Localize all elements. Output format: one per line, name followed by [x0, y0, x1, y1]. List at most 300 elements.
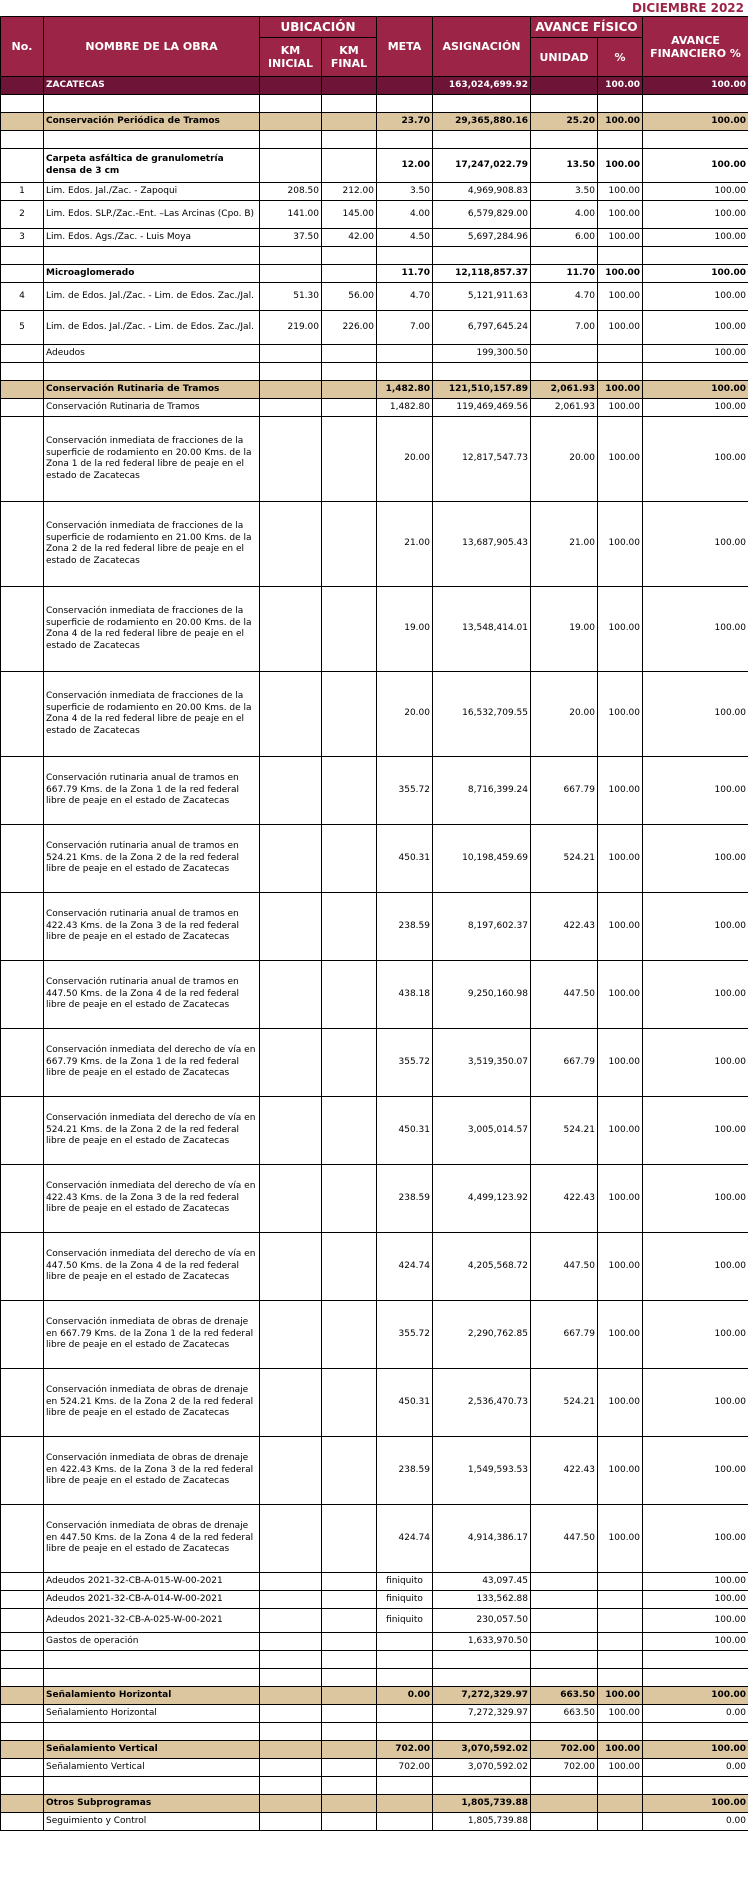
work-name-cell — [44, 1723, 260, 1741]
km-final-cell — [322, 825, 377, 893]
avance-unidad-cell: 667.79 — [531, 1301, 598, 1369]
km-final-cell — [322, 1233, 377, 1301]
avance-financiero-cell: 100.00 — [643, 283, 748, 311]
avance-pct-cell: 100.00 — [598, 1705, 643, 1723]
km-inicial-cell — [260, 1723, 322, 1741]
avance-financiero-cell: 100.00 — [643, 1437, 748, 1505]
km-final-cell: 226.00 — [322, 311, 377, 345]
asignacion-cell: 4,914,386.17 — [433, 1505, 531, 1573]
blank-row — [1, 95, 748, 113]
meta-cell: 21.00 — [377, 502, 433, 587]
work-name-cell — [44, 1777, 260, 1795]
row-number-cell — [1, 1097, 44, 1165]
avance-financiero-cell: 100.00 — [643, 1609, 748, 1633]
avance-pct-cell: 100.00 — [598, 502, 643, 587]
meta-cell: 12.00 — [377, 149, 433, 183]
row-number-cell — [1, 363, 44, 381]
km-final-cell — [322, 417, 377, 502]
km-inicial-cell — [260, 131, 322, 149]
avance-pct-cell: 100.00 — [598, 825, 643, 893]
avance-unidad-cell: 702.00 — [531, 1741, 598, 1759]
avance-financiero-cell: 100.00 — [643, 1687, 748, 1705]
asignacion-cell: 1,549,593.53 — [433, 1437, 531, 1505]
work-name-cell: Conservación inmediata de fracciones de la superficie de rodamiento en 20.00 Kms. de la Zona 4 de la red federal libre de peaje en el estado de Zacatecas — [44, 672, 260, 757]
avance-financiero-cell: 100.00 — [643, 1097, 748, 1165]
avance-financiero-cell: 100.00 — [643, 1591, 748, 1609]
avance-pct-cell — [598, 1777, 643, 1795]
km-final-cell — [322, 1165, 377, 1233]
avance-financiero-cell: 100.00 — [643, 1741, 748, 1759]
work-name-cell: Conservación inmediata de obras de drenaje en 422.43 Kms. de la Zona 3 de la red federal libre de peaje en el estado de Zacatecas — [44, 1437, 260, 1505]
avance-pct-cell: 100.00 — [598, 1437, 643, 1505]
avance-unidad-cell: 422.43 — [531, 893, 598, 961]
meta-cell — [377, 1669, 433, 1687]
avance-pct-cell — [598, 1573, 643, 1591]
asignacion-cell: 3,070,592.02 — [433, 1741, 531, 1759]
avance-unidad-cell: 2,061.93 — [531, 399, 598, 417]
work-name-cell: Señalamiento Horizontal — [44, 1687, 260, 1705]
work-name-cell: Conservación rutinaria anual de tramos en 422.43 Kms. de la Zona 3 de la red federal libre de peaje en el estado de Zacatecas — [44, 893, 260, 961]
avance-financiero-cell: 100.00 — [643, 1165, 748, 1233]
asignacion-cell: 17,247,022.79 — [433, 149, 531, 183]
asignacion-cell: 3,005,014.57 — [433, 1097, 531, 1165]
meta-cell: 702.00 — [377, 1741, 433, 1759]
section-row — [1, 381, 748, 399]
meta-cell: 7.00 — [377, 311, 433, 345]
row-number-cell — [1, 825, 44, 893]
avance-unidad-cell — [531, 1591, 598, 1609]
header-avance-fisico: AVANCE FÍSICO — [531, 17, 643, 38]
header-pct: % — [598, 38, 643, 77]
row-number-cell: 5 — [1, 311, 44, 345]
asignacion-cell — [433, 363, 531, 381]
km-final-cell — [322, 757, 377, 825]
avance-financiero-cell: 100.00 — [643, 1633, 748, 1651]
asignacion-cell: 2,536,470.73 — [433, 1369, 531, 1437]
work-name-cell: Gastos de operación — [44, 1633, 260, 1651]
avance-financiero-cell — [643, 247, 748, 265]
meta-cell: 450.31 — [377, 1097, 433, 1165]
avance-pct-cell: 100.00 — [598, 1165, 643, 1233]
km-final-cell — [322, 893, 377, 961]
avance-unidad-cell: 11.70 — [531, 265, 598, 283]
blank-row — [1, 1777, 748, 1795]
km-final-cell — [322, 1505, 377, 1573]
meta-cell: 0.00 — [377, 1687, 433, 1705]
meta-cell: 702.00 — [377, 1759, 433, 1777]
meta-cell: 3.50 — [377, 183, 433, 201]
avance-pct-cell: 100.00 — [598, 183, 643, 201]
km-inicial-cell — [260, 1301, 322, 1369]
avance-unidad-cell: 524.21 — [531, 1369, 598, 1437]
avance-pct-cell: 100.00 — [598, 893, 643, 961]
row-number-cell: 4 — [1, 283, 44, 311]
item-row — [1, 1609, 748, 1633]
meta-cell: 20.00 — [377, 672, 433, 757]
avance-financiero-cell — [643, 95, 748, 113]
meta-cell: 438.18 — [377, 961, 433, 1029]
km-inicial-cell — [260, 1233, 322, 1301]
avance-pct-cell: 100.00 — [598, 229, 643, 247]
avance-financiero-cell: 100.00 — [643, 345, 748, 363]
avance-financiero-cell: 100.00 — [643, 1505, 748, 1573]
row-number-cell — [1, 381, 44, 399]
asignacion-cell: 5,121,911.63 — [433, 283, 531, 311]
row-number-cell — [1, 345, 44, 363]
avance-pct-cell: 100.00 — [598, 1301, 643, 1369]
work-name-cell: Conservación inmediata de fracciones de la superficie de rodamiento en 20.00 Kms. de la Zona 4 de la red federal libre de peaje en el estado de Zacatecas — [44, 587, 260, 672]
km-inicial-cell — [260, 1029, 322, 1097]
work-name-cell: Lim. de Edos. Jal./Zac. - Lim. de Edos. Zac./Jal. — [44, 311, 260, 345]
km-inicial-cell — [260, 961, 322, 1029]
avance-pct-cell: 100.00 — [598, 1369, 643, 1437]
meta-cell: 4.70 — [377, 283, 433, 311]
km-final-cell — [322, 1777, 377, 1795]
avance-unidad-cell: 6.00 — [531, 229, 598, 247]
meta-cell — [377, 1777, 433, 1795]
avance-financiero-cell: 100.00 — [643, 201, 748, 229]
km-final-cell — [322, 1301, 377, 1369]
item-row — [1, 502, 748, 587]
item-row — [1, 1705, 748, 1723]
avance-unidad-cell: 20.00 — [531, 672, 598, 757]
avance-unidad-cell: 524.21 — [531, 1097, 598, 1165]
row-number-cell — [1, 265, 44, 283]
asignacion-cell: 230,057.50 — [433, 1609, 531, 1633]
km-final-cell — [322, 1795, 377, 1813]
item-row — [1, 893, 748, 961]
row-number-cell: 1 — [1, 183, 44, 201]
km-final-cell — [322, 1813, 377, 1831]
work-name-cell: Conservación inmediata de fracciones de la superficie de rodamiento en 21.00 Kms. de la Zona 2 de la red federal libre de peaje en el estado de Zacatecas — [44, 502, 260, 587]
item-row — [1, 229, 748, 247]
avance-financiero-cell: 100.00 — [643, 1233, 748, 1301]
row-number-cell — [1, 1029, 44, 1097]
meta-cell — [377, 1633, 433, 1651]
km-inicial-cell — [260, 77, 322, 95]
meta-cell: 238.59 — [377, 1437, 433, 1505]
item-row — [1, 1097, 748, 1165]
row-number-cell — [1, 1573, 44, 1591]
avance-pct-cell: 100.00 — [598, 201, 643, 229]
avance-unidad-cell: 20.00 — [531, 417, 598, 502]
asignacion-cell: 29,365,880.16 — [433, 113, 531, 131]
header-no: No. — [1, 17, 44, 77]
blank-row — [1, 363, 748, 381]
avance-unidad-cell: 4.70 — [531, 283, 598, 311]
km-final-cell — [322, 1609, 377, 1633]
asignacion-cell: 3,519,350.07 — [433, 1029, 531, 1097]
work-name-cell: Lim. Edos. Ags./Zac. - Luis Moya — [44, 229, 260, 247]
work-name-cell: Carpeta asfáltica de granulometría densa de 3 cm — [44, 149, 260, 183]
km-inicial-cell — [260, 1573, 322, 1591]
item-row — [1, 1759, 748, 1777]
avance-unidad-cell — [531, 1609, 598, 1633]
header-km-final: KM FINAL — [322, 38, 377, 77]
row-number-cell — [1, 247, 44, 265]
km-inicial-cell — [260, 381, 322, 399]
avance-financiero-cell: 100.00 — [643, 77, 748, 95]
work-name-cell: Conservación inmediata de obras de drenaje en 667.79 Kms. de la Zona 1 de la red federal libre de peaje en el estado de Zacatecas — [44, 1301, 260, 1369]
asignacion-cell — [433, 1723, 531, 1741]
work-name-cell — [44, 1669, 260, 1687]
km-final-cell — [322, 363, 377, 381]
item-row — [1, 345, 748, 363]
km-final-cell — [322, 1723, 377, 1741]
avance-pct-cell — [598, 345, 643, 363]
row-number-cell — [1, 502, 44, 587]
row-number-cell — [1, 1651, 44, 1669]
work-name-cell — [44, 1651, 260, 1669]
km-inicial-cell — [260, 1165, 322, 1233]
asignacion-cell: 1,633,970.50 — [433, 1633, 531, 1651]
work-name-cell — [44, 95, 260, 113]
avance-unidad-cell: 25.20 — [531, 113, 598, 131]
avance-pct-cell: 100.00 — [598, 1687, 643, 1705]
avance-pct-cell: 100.00 — [598, 757, 643, 825]
avance-pct-cell: 100.00 — [598, 1505, 643, 1573]
avance-pct-cell: 100.00 — [598, 265, 643, 283]
meta-cell — [377, 1705, 433, 1723]
header-ubicacion: UBICACIÓN — [260, 17, 377, 38]
row-number-cell — [1, 113, 44, 131]
item-row — [1, 1633, 748, 1651]
asignacion-cell: 9,250,160.98 — [433, 961, 531, 1029]
avance-pct-cell — [598, 131, 643, 149]
km-inicial-cell — [260, 1591, 322, 1609]
item-row — [1, 1233, 748, 1301]
asignacion-cell — [433, 1669, 531, 1687]
item-row — [1, 1813, 748, 1831]
km-final-cell — [322, 1591, 377, 1609]
km-final-cell — [322, 149, 377, 183]
meta-cell — [377, 77, 433, 95]
work-name-cell: Otros Subprogramas — [44, 1795, 260, 1813]
avance-pct-cell — [598, 1591, 643, 1609]
avance-financiero-cell: 100.00 — [643, 113, 748, 131]
km-final-cell: 145.00 — [322, 201, 377, 229]
item-row — [1, 672, 748, 757]
avance-pct-cell: 100.00 — [598, 149, 643, 183]
avance-pct-cell — [598, 1669, 643, 1687]
km-inicial-cell — [260, 265, 322, 283]
avance-unidad-cell: 19.00 — [531, 587, 598, 672]
asignacion-cell: 133,562.88 — [433, 1591, 531, 1609]
asignacion-cell: 119,469,469.56 — [433, 399, 531, 417]
group-row — [1, 149, 748, 183]
avance-pct-cell — [598, 95, 643, 113]
avance-pct-cell: 100.00 — [598, 417, 643, 502]
km-inicial-cell — [260, 1795, 322, 1813]
km-final-cell — [322, 1687, 377, 1705]
row-number-cell — [1, 149, 44, 183]
row-number-cell — [1, 587, 44, 672]
avance-unidad-cell: 524.21 — [531, 825, 598, 893]
avance-unidad-cell: 667.79 — [531, 757, 598, 825]
meta-cell — [377, 1795, 433, 1813]
row-number-cell — [1, 672, 44, 757]
work-name-cell: Seguimiento y Control — [44, 1813, 260, 1831]
avance-financiero-cell — [643, 1669, 748, 1687]
km-inicial-cell — [260, 1505, 322, 1573]
avance-financiero-cell: 100.00 — [643, 265, 748, 283]
km-final-cell — [322, 1633, 377, 1651]
row-number-cell: 3 — [1, 229, 44, 247]
km-final-cell — [322, 113, 377, 131]
km-final-cell — [322, 961, 377, 1029]
avance-pct-cell: 100.00 — [598, 1029, 643, 1097]
row-number-cell — [1, 1759, 44, 1777]
row-number-cell — [1, 77, 44, 95]
row-number-cell — [1, 399, 44, 417]
asignacion-cell: 2,290,762.85 — [433, 1301, 531, 1369]
km-inicial-cell — [260, 113, 322, 131]
meta-cell — [377, 131, 433, 149]
avance-unidad-cell: 422.43 — [531, 1437, 598, 1505]
header-avance-financiero: AVANCE FINANCIERO % — [643, 17, 748, 77]
avance-financiero-cell — [643, 1723, 748, 1741]
row-number-cell — [1, 1437, 44, 1505]
km-final-cell: 212.00 — [322, 183, 377, 201]
avance-unidad-cell: 7.00 — [531, 311, 598, 345]
work-name-cell: Señalamiento Horizontal — [44, 1705, 260, 1723]
km-inicial-cell — [260, 893, 322, 961]
asignacion-cell — [433, 247, 531, 265]
item-row — [1, 1369, 748, 1437]
item-row — [1, 1301, 748, 1369]
avance-pct-cell: 100.00 — [598, 283, 643, 311]
item-row — [1, 399, 748, 417]
item-row — [1, 757, 748, 825]
avance-financiero-cell: 100.00 — [643, 149, 748, 183]
asignacion-cell: 7,272,329.97 — [433, 1687, 531, 1705]
avance-unidad-cell — [531, 1573, 598, 1591]
meta-cell: 23.70 — [377, 113, 433, 131]
avance-financiero-cell: 100.00 — [643, 417, 748, 502]
km-inicial-cell — [260, 95, 322, 113]
work-name-cell: Conservación rutinaria anual de tramos en 447.50 Kms. de la Zona 4 de la red federal libre de peaje en el estado de Zacatecas — [44, 961, 260, 1029]
avance-unidad-cell: 447.50 — [531, 961, 598, 1029]
row-number-cell — [1, 1301, 44, 1369]
group-row — [1, 265, 748, 283]
item-row — [1, 1505, 748, 1573]
km-final-cell — [322, 77, 377, 95]
row-number-cell — [1, 1741, 44, 1759]
km-final-cell — [322, 247, 377, 265]
asignacion-cell: 6,797,645.24 — [433, 311, 531, 345]
km-final-cell — [322, 672, 377, 757]
work-name-cell: Adeudos — [44, 345, 260, 363]
meta-cell: 450.31 — [377, 825, 433, 893]
avance-financiero-cell: 100.00 — [643, 757, 748, 825]
meta-cell — [377, 1651, 433, 1669]
km-inicial-cell — [260, 1633, 322, 1651]
item-row — [1, 183, 748, 201]
meta-cell: 4.50 — [377, 229, 433, 247]
item-row — [1, 1591, 748, 1609]
work-name-cell: ZACATECAS — [44, 77, 260, 95]
work-name-cell: Conservación Rutinaria de Tramos — [44, 399, 260, 417]
section-row — [1, 1795, 748, 1813]
work-name-cell: Conservación inmediata del derecho de vía en 524.21 Kms. de la Zona 2 de la red federal libre de peaje en el estado de Zacatecas — [44, 1097, 260, 1165]
avance-unidad-cell: 4.00 — [531, 201, 598, 229]
blank-row — [1, 131, 748, 149]
km-final-cell — [322, 1651, 377, 1669]
row-number-cell — [1, 417, 44, 502]
row-number-cell: 2 — [1, 201, 44, 229]
km-inicial-cell — [260, 757, 322, 825]
km-final-cell: 42.00 — [322, 229, 377, 247]
meta-cell — [377, 363, 433, 381]
avance-financiero-cell: 100.00 — [643, 893, 748, 961]
item-row — [1, 1029, 748, 1097]
avance-unidad-cell: 663.50 — [531, 1705, 598, 1723]
km-inicial-cell — [260, 825, 322, 893]
meta-cell: finiquito — [377, 1609, 433, 1633]
avance-financiero-cell: 100.00 — [643, 825, 748, 893]
asignacion-cell: 4,969,908.83 — [433, 183, 531, 201]
avance-financiero-cell — [643, 131, 748, 149]
km-inicial-cell — [260, 672, 322, 757]
row-number-cell — [1, 1705, 44, 1723]
avance-financiero-cell: 100.00 — [643, 961, 748, 1029]
asignacion-cell: 4,205,568.72 — [433, 1233, 531, 1301]
km-inicial-cell — [260, 1741, 322, 1759]
km-inicial-cell — [260, 1369, 322, 1437]
asignacion-cell: 8,716,399.24 — [433, 757, 531, 825]
meta-cell: 355.72 — [377, 1029, 433, 1097]
km-final-cell — [322, 1669, 377, 1687]
avance-unidad-cell — [531, 1723, 598, 1741]
avance-financiero-cell — [643, 1777, 748, 1795]
km-inicial-cell: 208.50 — [260, 183, 322, 201]
row-number-cell — [1, 1233, 44, 1301]
row-number-cell — [1, 757, 44, 825]
work-name-cell: Adeudos 2021-32-CB-A-015-W-00-2021 — [44, 1573, 260, 1591]
work-name-cell: Microaglomerado — [44, 265, 260, 283]
table-body — [1, 77, 748, 1831]
km-final-cell — [322, 95, 377, 113]
asignacion-cell — [433, 95, 531, 113]
asignacion-cell: 13,548,414.01 — [433, 587, 531, 672]
item-row — [1, 1165, 748, 1233]
avance-unidad-cell — [531, 77, 598, 95]
asignacion-cell: 43,097.45 — [433, 1573, 531, 1591]
avance-unidad-cell — [531, 1669, 598, 1687]
km-inicial-cell — [260, 1759, 322, 1777]
work-name-cell: Señalamiento Vertical — [44, 1759, 260, 1777]
row-number-cell — [1, 1813, 44, 1831]
avance-unidad-cell — [531, 1795, 598, 1813]
asignacion-cell: 3,070,592.02 — [433, 1759, 531, 1777]
asignacion-cell: 5,697,284.96 — [433, 229, 531, 247]
section-row — [1, 1741, 748, 1759]
row-number-cell — [1, 1591, 44, 1609]
work-name-cell — [44, 363, 260, 381]
meta-cell: 4.00 — [377, 201, 433, 229]
km-inicial-cell: 219.00 — [260, 311, 322, 345]
km-final-cell: 56.00 — [322, 283, 377, 311]
km-inicial-cell — [260, 1651, 322, 1669]
row-number-cell — [1, 95, 44, 113]
avance-unidad-cell — [531, 1777, 598, 1795]
km-inicial-cell — [260, 587, 322, 672]
header-asignacion: ASIGNACIÓN — [433, 17, 531, 77]
avance-financiero-cell: 100.00 — [643, 1301, 748, 1369]
km-final-cell — [322, 1369, 377, 1437]
section-row — [1, 113, 748, 131]
table-header — [1, 17, 748, 77]
